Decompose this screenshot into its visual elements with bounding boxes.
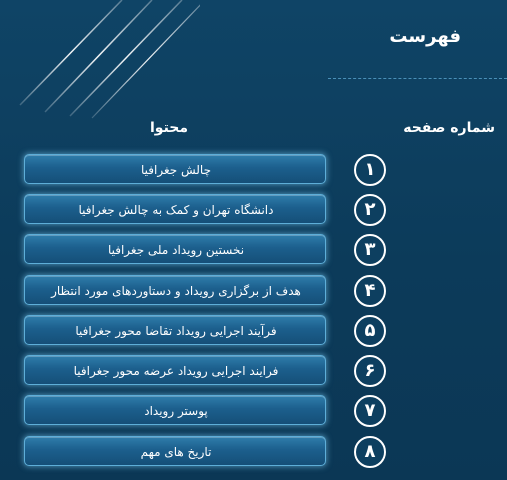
content-header: محتوا	[150, 120, 189, 136]
toc-item-button[interactable]	[24, 436, 326, 466]
toc-item-label: فرایند اجرایی رویداد عرضه محور جغرافیا	[73, 364, 279, 378]
toc-row	[24, 355, 496, 387]
page-number-badge: ۷	[354, 395, 386, 427]
toc-item-button[interactable]	[24, 194, 326, 224]
toc-row	[24, 395, 496, 427]
title-divider	[328, 78, 507, 79]
toc-item-label: تاریخ های مهم	[140, 445, 212, 459]
page-number-badge: ۲	[354, 194, 386, 226]
toc-item-button[interactable]	[24, 234, 326, 264]
toc-row	[24, 275, 496, 307]
toc-row	[24, 234, 496, 266]
toc-item-label: هدف از برگزاری رویداد و دستاوردهای مورد انتظار	[51, 284, 301, 298]
toc-item-button[interactable]	[24, 355, 326, 385]
toc-item-label: دانشگاه تهران و کمک به چالش جغرافیا	[78, 203, 274, 217]
page-number-badge: ۳	[354, 234, 386, 266]
toc-item-button[interactable]	[24, 395, 326, 425]
toc-item-label: نخستین رویداد ملی جغرافیا	[107, 243, 245, 257]
page-number-badge: ۸	[354, 436, 386, 468]
toc-row	[24, 315, 496, 347]
toc-row	[24, 436, 496, 468]
page-number-header: شماره صفحه	[403, 120, 495, 136]
page-number-badge: ۱	[354, 154, 386, 186]
toc-item-button[interactable]	[24, 154, 326, 184]
page-number-badge: ۴	[354, 275, 386, 307]
toc-item-button[interactable]	[24, 315, 326, 345]
toc-item-label: پوستر رویداد	[144, 404, 208, 418]
page-number-badge: ۶	[354, 355, 386, 387]
toc-item-button[interactable]	[24, 275, 326, 305]
decorative-diagonal-lines	[0, 0, 200, 120]
toc-item-label: چالش جغرافیا	[140, 163, 212, 177]
toc-row	[24, 194, 496, 226]
toc-item-label: فرآیند اجرایی رویداد تقاضا محور جغرافیا	[75, 324, 277, 338]
page-title: فهرست	[389, 26, 461, 47]
page-number-badge: ۵	[354, 315, 386, 347]
toc-row	[24, 154, 496, 186]
